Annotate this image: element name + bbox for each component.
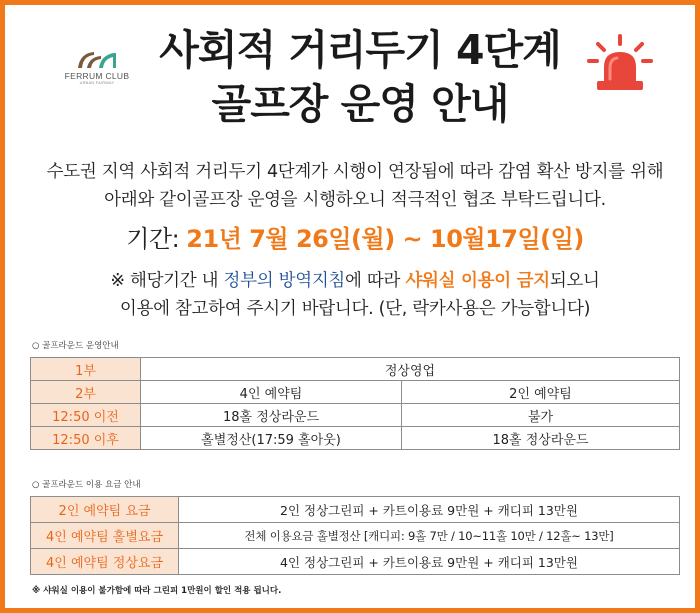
notice-mid: 에 따라 [345, 271, 406, 291]
table-cell: 전체 이용요금 홀별정산 [캐디피: 9홀 7만 / 10~11홀 10만 / 12홀~ 13만] [179, 523, 680, 549]
table-row [31, 549, 680, 575]
row-head: 4인 예약팀 홀별요금 [31, 523, 179, 549]
notice-line-1 [25, 267, 685, 295]
table-cell: 18홀 정상라운드 [141, 404, 402, 427]
footnote: ※ 샤워실 이용이 불가함에 따라 그린피 1만원이 할인 적용 됩니다. [32, 586, 282, 596]
notice-prefix: ※ 해당기간 내 [110, 271, 224, 291]
logo-brand-text: FERRUM CLUB [64, 71, 130, 81]
table-cell: 18홀 정상라운드 [402, 427, 680, 450]
table-cell: 홀별정산(17:59 홀아웃) [141, 427, 402, 450]
row-head: 1부 [31, 358, 141, 381]
table-cell: 불가 [402, 404, 680, 427]
row-head: 4인 예약팀 정상요금 [31, 549, 179, 575]
row-head: 2인 예약팀 요금 [31, 497, 179, 523]
row-head: 12:50 이전 [31, 404, 141, 427]
shower-notice [25, 267, 685, 323]
operation-table [30, 357, 680, 450]
table-cell: 2인 정상그린피 + 카트이용료 9만원 + 캐디피 13만원 [179, 497, 680, 523]
title-line-1: 사회적 거리두기 4단계 [159, 26, 561, 74]
page-title [125, 23, 595, 131]
fee-table [30, 496, 680, 575]
notice-guideline: 정부의 방역지침 [223, 271, 346, 291]
logo-mark-icon [74, 49, 120, 69]
table-row [31, 381, 680, 404]
table-cell: 4인 예약팀 [141, 381, 402, 404]
siren-icon [585, 33, 655, 93]
period-label: 기간: [126, 225, 187, 253]
table-row [31, 358, 680, 381]
row-head: 2부 [31, 381, 141, 404]
intro-line-1: 수도권 지역 사회적 거리두기 4단계가 시행이 연장됨에 따라 감염 확산 방지를 위해 [46, 162, 664, 182]
section1-label: ○ 골프라운드 운영안내 [32, 341, 119, 351]
table-row [31, 427, 680, 450]
row-head: 12:50 이후 [31, 427, 141, 450]
notice-suffix: 되오니 [549, 271, 600, 291]
table-row [31, 523, 680, 549]
table-cell: 정상영업 [141, 358, 680, 381]
notice-shower-ban: 샤워실 이용이 금지 [405, 271, 550, 291]
section2-label: ○ 골프라운드 이용 요금 안내 [32, 480, 141, 490]
logo-sub-text: URBAN FAIRWAY [79, 81, 115, 85]
period-dates: 21년 7월 26일(월) ~ 10월17일(일) [186, 225, 584, 253]
notice-line-2: 이용에 참고하여 주시기 바랍니다. (단, 락카사용은 가능합니다) [119, 299, 591, 319]
table-cell: 4인 정상그린피 + 카트이용료 9만원 + 캐디피 13만원 [179, 549, 680, 575]
table-cell: 2인 예약팀 [402, 381, 680, 404]
intro-line-2: 아래와 같이골프장 운영을 시행하오니 적극적인 협조 부탁드립니다. [104, 190, 606, 210]
intro-text [25, 158, 685, 214]
period [25, 219, 685, 259]
title-line-2: 골프장 운영 안내 [211, 80, 509, 128]
table-row [31, 404, 680, 427]
table-row [31, 497, 680, 523]
